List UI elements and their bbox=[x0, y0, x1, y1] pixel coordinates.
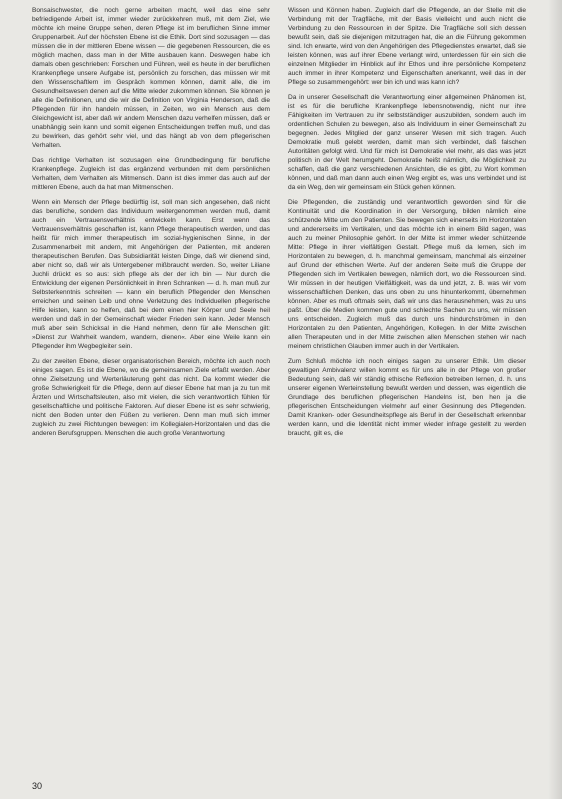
paragraph: Die Pflegenden, die zuständig und verantwortlich geworden sind für die Kontinuität und die Koordination in der Versorgung, bilden nämlich eine schützende Mitte um den Patienten. Sie bewegen sich einerseits im Horizontalen und andererseits im Vertikalen, und das möchte ich in einem Bild sagen, was auch zu meiner Philosophie gehört. In der Mitte ist immer wieder schützende Mitte: Pflege in ihrer vielfältigen Gestalt. Pflege muß da lernen, sich im Horizontalen zu bewegen, d. h. manchmal gemeinsam, manchmal als einzelner auf Grund der ethischen Werte. Auf der anderen Seite muß die Gruppe der Pflegenden sich im Vertikalen bewegen, nämlich dort, wo die Ressourcen sind. Wir müssen in der heutigen Vielfältigkeit, was da und jetzt, z. B. was wir vom wissenschaftlichen Denken, das uns oben zu uns hinunterkommt, übernehmen können. Aber es muß oftmals sein, daß wir uns das herausnehmen, was zu uns paßt. Über die Medien kommen gute und schlechte Sachen zu uns, wir müssen uns entscheiden. Zugleich muß das durch uns hindurchströmen in den Horizontalen zu den Patienten, Angehörigen, Kollegen. In der Mitte zwischen allen Therapeuten und in der Mitte zwischen allen Menschen stehen wir nach meinem christlichen Glauben immer auch in der Vertikalen. bbox=[288, 199, 526, 350]
paragraph: Wenn ein Mensch der Pflege bedürftig ist, soll man sich angesehen, daß nicht das berufliche, sondern das Individuum weitergenommen werden muß, damit auch ein Vertrauensverhältnis entwickeln kann. Erst wenn das Vertrauensverhältnis geschaffen ist, kann Pflege therapeutisch werden, und das heißt für mich immer therapeutisch im sozial-hygienischen Sinne, in der Zusammenarbeit mit andern, mit Angehörigen der Patienten, mit anderen therapeutischen Berufen. Das Subsidiarität leisten Dinge, daß wir dienend sind, aber nicht so, daß wir als Untergebener mißbraucht werden. So, weiter Liliane Juchli drückt es so aus: sich pflege als der der ich bin — Nur durch die Entwicklung der eigenen Persönlichkeit in ihren Schranken — d. h. man muß zur Selbsterkenntnis schreiten — kann ein beruflich Pflegender den Menschen erreichen und seinen Leib und ohne Verletzung des Individuellen pflegerische Hilfe leisten, kann so helfen, daß bei dem einen hier Körper und Seele heil werden und daß in der Gemeinschaft wieder Frieden sein kann. Jeder Mensch muß aber sein Schicksal in die Hand nehmen, denn für alle Menschen gilt: »Dienst zur Wahrheit wandern, wandern, dienen«. Aber eine Weile kann ein Pflegender ihm Wegbegleiter sein. bbox=[32, 199, 270, 350]
paragraph: Zu der zweiten Ebene, dieser organisatorischen Bereich, möchte ich auch noch einiges sagen. Es ist die Ebene, wo die gemeinsamen Ziele erfaßt werden. Aber ohne Zielsetzung und Werterläuterung geht das nicht. Da kommt wieder die große Schwierigkeit für die Pflege, denn auf dieser Ebene hat man ja zu tun mit Ärzten und Wirtschaftsleuten, also mit vielen, die sich verantwortlich fühlen für gesellschaftliche und politische Faktoren. Auf dieser Ebene ist es sehr schwierig, nicht den Boden unter den Füßen zu verlieren. Denn man muß sich immer zugleich zu zwei Richtungen bewegen: im Kollegialen-Horizontalen und das die anderen Berufsgruppen. Menschen die auch große Verantwortung bbox=[32, 358, 270, 437]
page-number: 30 bbox=[32, 781, 43, 791]
scan-edge-shadow bbox=[548, 0, 562, 799]
left-column bbox=[32, 6, 270, 776]
right-column bbox=[288, 6, 526, 776]
paragraph: Da in unserer Gesellschaft die Verantwortung einer allgemeinen Phänomen ist, ist es für die berufliche Krankenpflege lebensnotwendig, nicht nur ihre Fähigkeiten im Vertrauen zu ihr selbstständiger auszubilden, sondern auch im ordentlichen Schulen zu bewegen, also als Individuum in einer Gemeinschaft zu begegnen. Jedes Mitglied der ganz unserer Wesen mit sich tragen. Auch Demokratie muß gelebt werden, damit man sich verbindet, daß falschen Autoritäten gefolgt wird. Und für mich ist Demokratie viel mehr, als das was jetzt politisch in der Welt herumgeht. Demokratie heißt nämlich, die Möglichkeit zu schaffen, daß die ganz verschiedenen Ansichten, die es gibt, zu Wort kommen können, und daß man dann auch einen Weg ergibt es, was uns verbindet und ist da ein Weg, den wir gemeinsam ein Stück gehen können. bbox=[288, 94, 526, 191]
paragraph: Zum Schluß möchte ich noch einiges sagen zu unserer Ethik. Um dieser gewaltigen Ambivalenz willen kommt es für uns alle in der Pflege von großer Bedeutung sein, daß wir ständig ethische Reflexion betreiben lernen, d. h. uns unserer eigenen Werteinstellung bewußt werden und dessen, was eigentlich die Grundlage des beruflichen pflegerischen Handelns ist, ben hen ja die pflegerischen Entscheidungen vielmehr auf einer Gesinnung des Pflegenden. Damit Kranken- oder Gesundheitspflege als Beruf in der Gesellschaft erkennbar werden kann, und die Identität nicht immer wieder infrage gestellt zu werden braucht, gilt es, die bbox=[288, 358, 526, 437]
paragraph: Das richtige Verhalten ist sozusagen eine Grundbedingung für berufliche Krankenpflege. Zugleich ist das ergänzend verbunden mit dem persönlichen Verhalten, dem Verhalten als Mitmensch. Dann ist dies immer das auch auf der mittleren Ebene, auch da hat man Mitmenschen. bbox=[32, 157, 270, 191]
paragraph: Wissen und Können haben. Zugleich darf die Pflegende, an der Stelle mit die Verbindung mit der Tragfläche, mit der Basis vielleicht und auch nicht die Verbindung zu den Ressourcen in der Spitze. Die Tragfläche soll sich dessen bewußt sein, daß sie diejenigen mitzutragen hat, die an die Führung gekommen sind. Ich erwarte, wird von den Angehörigen des Pflegedienstes erwartet, daß sie leisten können, was auf ihrer Ebene verlangt wird, unterdessen für ein sich die einzelnen Mitglieder im Hinblick auf ihr Ethos und ihre persönliche Kompetenz auch immer in ihrer Kompetenz und Eigenschaften anerkannt, weil das in der Pflege so zusammengehört: wer bin ich und was kann ich? bbox=[288, 7, 526, 86]
document-page bbox=[32, 6, 544, 776]
paragraph: Bonsaischwester, die noch gerne arbeiten macht, weil das eine sehr befriedigende Arbeit ist, immer wieder zurückkehren muß, mit dem Ziel, wie möchte ich meine Gruppe sehen, deren Pflege ist im beruflichen Sinne immer Gruppenarbeit. Auf der höchsten Ebene ist die Ethik. Dort sind sozusagen — das müssen die in der mittleren Ebene wissen — die gegebenen Ressourcen, die es möglich machen, dass man in der Mitte ausbauen kann. Deswegen habe ich damals oben geschrieben: Forschen und Führen, weil es heute in der beruflichen Krankenpflege unsere Aufgabe ist, persönlich zu forschen, das müssen wir mit den Wissenschaftlern im Gespräch kommen können, damit alle, die im Gesundheitswesen denen auf die Mitte wieder zukommen können. Sie können je alle die Definitionen, und die wir die Definition von Virginia Henderson, daß die Pflegenden für ihn handeln müssen, in Zeiten, wo ein Mensch aus dem Gleichgewicht ist, aber daß wir andern Menschen dazu verhelfen müssen, daß er unabhängig sein kann und somit eigenen Entscheidungen treffen muß, und das zu bewirken, das gehört sehr viel, und das hängt ab von dem pflegerischen Verhalten. bbox=[32, 7, 270, 149]
